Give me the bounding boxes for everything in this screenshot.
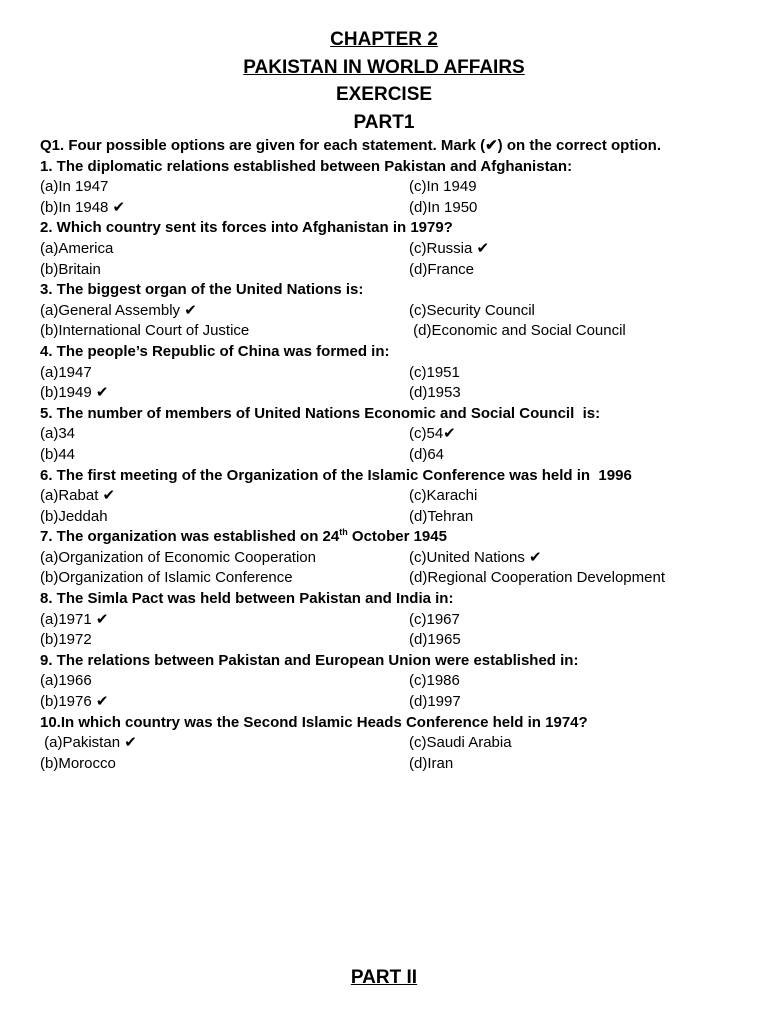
option: (b)1949 ✔ <box>40 384 109 402</box>
option: (a)General Assembly ✔ <box>40 301 197 319</box>
option: (b)1972 <box>40 631 92 649</box>
question-text: 6. The first meeting of the Organization of the Islamic Conference was held in 1996 <box>40 466 632 484</box>
question-text: 10.In which country was the Second Islamic Heads Conference held in 1974? <box>40 713 588 731</box>
option: (b)International Court of Justice <box>40 322 250 340</box>
option: (d)France <box>409 260 475 278</box>
chapter-title: CHAPTER 2 <box>330 29 438 50</box>
option: (b)44 <box>40 445 76 463</box>
question-text: 1. The diplomatic relations established between Pakistan and Afghanistan: <box>40 157 573 175</box>
option: (b)Organization of Islamic Conference <box>40 569 293 587</box>
option: (a)Pakistan ✔ <box>40 734 137 752</box>
option-row <box>40 321 740 342</box>
option-row <box>40 445 740 466</box>
question-text: 5. The number of members of United Nations Economic and Social Council is: <box>40 404 601 422</box>
option: (c)1986 <box>409 672 460 690</box>
option: (a)1966 <box>40 672 92 690</box>
option-row <box>40 260 740 281</box>
option-row <box>40 507 740 528</box>
option-row <box>40 754 740 775</box>
option: (b)1976 ✔ <box>40 693 109 711</box>
option-row <box>40 424 740 445</box>
option: (c)Karachi <box>409 487 478 505</box>
option: (d)1953 <box>409 384 461 402</box>
part1-heading: PART1 <box>353 112 415 133</box>
option: (a)1971 ✔ <box>40 610 109 628</box>
part2-heading: PART II <box>350 967 418 988</box>
option: (c)1951 <box>409 363 460 381</box>
option: (c)In 1949 <box>409 178 477 196</box>
option-row <box>40 486 740 507</box>
question-text-start: 7. The organization was established on 24 <box>40 528 340 546</box>
option: (c)United Nations ✔ <box>409 548 542 566</box>
question-text: 2. Which country sent its forces into Afghanistan in 1979? <box>40 219 453 237</box>
question-text: 9. The relations between Pakistan and European Union were established in: <box>40 651 579 669</box>
option: (d)Economic and Social Council <box>409 322 626 340</box>
option-row <box>40 177 740 198</box>
option: (c)Security Council <box>409 301 535 319</box>
option: (d)In 1950 <box>409 198 478 216</box>
option: (b)In 1948 ✔ <box>40 198 126 216</box>
option: (d)Tehran <box>409 507 474 525</box>
option: (c)Russia ✔ <box>409 239 490 257</box>
option: (c)1967 <box>409 610 460 628</box>
option-row <box>40 733 740 754</box>
option: (c)Saudi Arabia <box>409 734 512 752</box>
option: (b)Britain <box>40 260 101 278</box>
option: (a)America <box>40 239 114 257</box>
option-row <box>40 239 740 260</box>
option-row <box>40 301 740 322</box>
option: (a)In 1947 <box>40 178 109 196</box>
option-row <box>40 383 740 404</box>
option: (d)64 <box>409 445 445 463</box>
option-row <box>40 363 740 384</box>
option: (b)Jeddah <box>40 507 108 525</box>
option-row <box>40 610 740 631</box>
option: (b)Morocco <box>40 754 116 772</box>
option: (a)Rabat ✔ <box>40 487 116 505</box>
ordinal-suffix: th <box>339 527 348 538</box>
option-row <box>40 630 740 651</box>
option-row <box>40 548 740 569</box>
option: (d)Iran <box>409 754 454 772</box>
option: (d)1965 <box>409 631 461 649</box>
option: (d)1997 <box>409 693 461 711</box>
option: (a)1947 <box>40 363 92 381</box>
question-text: 4. The people’s Republic of China was formed in: <box>40 342 390 360</box>
option-row <box>40 568 740 589</box>
option-row <box>40 671 740 692</box>
exercise-heading: EXERCISE <box>335 84 433 105</box>
option: (a)Organization of Economic Cooperation <box>40 548 316 566</box>
option: (c)54✔ <box>409 425 456 443</box>
question-text <box>40 527 740 548</box>
option-row <box>40 198 740 219</box>
option: (a)34 <box>40 425 76 443</box>
question-text: 8. The Simla Pact was held between Pakistan and India in: <box>40 590 454 608</box>
option-row <box>40 692 740 713</box>
question-text: 3. The biggest organ of the United Nations is: <box>40 281 364 299</box>
chapter-subject: PAKISTAN IN WORLD AFFAIRS <box>243 57 525 78</box>
option: (d)Regional Cooperation Development <box>409 569 665 587</box>
question-list <box>40 136 740 774</box>
question-text-end: October 1945 <box>347 528 447 546</box>
instruction: Q1. Four possible options are given for each statement. Mark (✔) on the correct option. <box>40 137 661 154</box>
